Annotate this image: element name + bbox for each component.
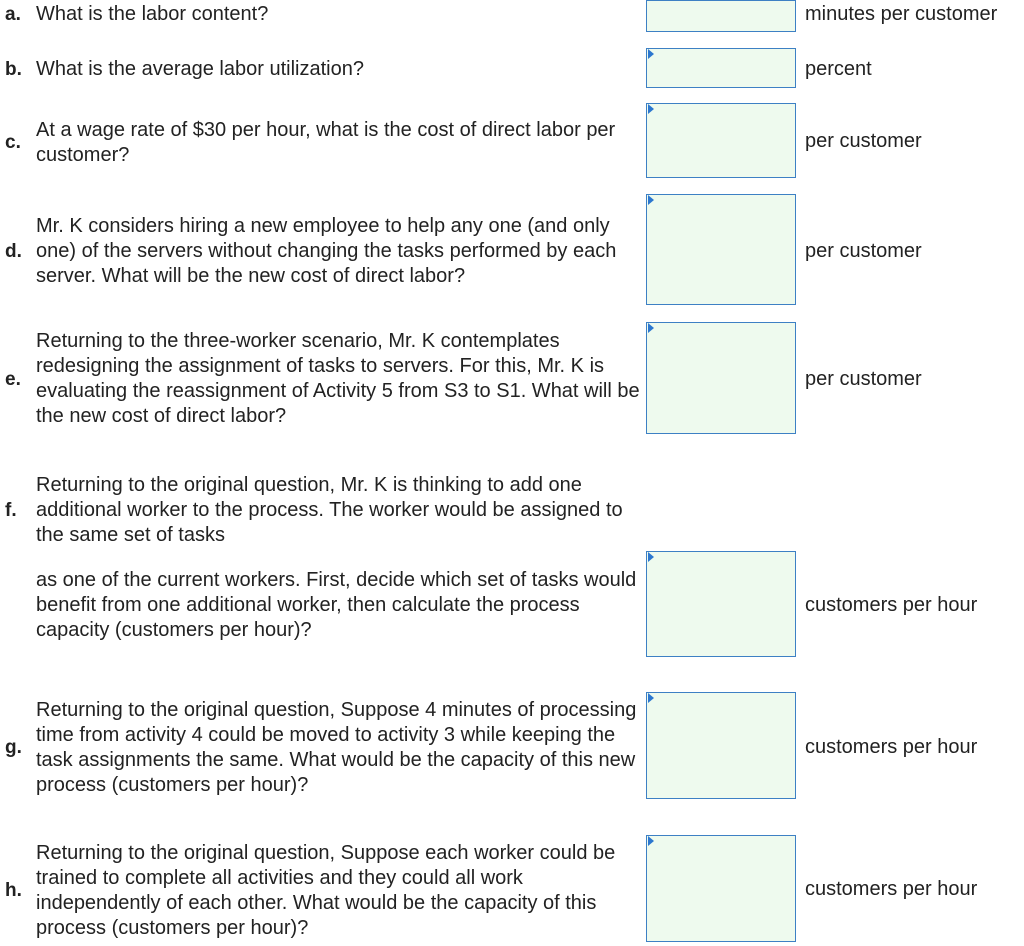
answer-input-h[interactable] — [646, 835, 796, 942]
unit-label: customers per hour — [805, 878, 978, 900]
question-text: What is the average labor utilization? — [36, 58, 364, 80]
question-text: Returning to the original question, Suppose 4 minutes of processing time from activity 4 could be moved to activity 3 while keeping the task assignments the same. What would be the capacity of this new process (customers per hour)? — [36, 699, 637, 796]
question-text: What is the labor content? — [36, 3, 269, 25]
unit-label: per customer — [805, 368, 922, 390]
answer-input-c[interactable] — [646, 103, 796, 178]
unit-label: minutes per customer — [805, 3, 998, 25]
question-letter: d. — [5, 241, 22, 262]
question-text: Returning to the original question, Suppose each worker could be trained to complete all activities and they could all work independently of each other. What would be the capacity of this process (customers per hour)? — [36, 842, 616, 939]
unit-label: percent — [805, 58, 872, 80]
unit-label: per customer — [805, 130, 922, 152]
question-letter: g. — [5, 737, 22, 758]
question-text: Returning to the three-worker scenario, Mr. K contemplates redesigning the assignment of tasks to servers. For this, Mr. K is evaluating the reassignment of Activity 5 from S3 to S1. What will be the new cost of direct labor? — [36, 330, 640, 427]
question-text: At a wage rate of $30 per hour, what is the cost of direct labor per customer? — [36, 119, 616, 166]
answer-input-d[interactable] — [646, 194, 796, 305]
question-text: Returning to the original question, Mr. K is thinking to add one additional worker to the process. The worker would be assigned to the same set of tasks — [36, 474, 623, 546]
question-letter: h. — [5, 880, 22, 901]
answer-input-g[interactable] — [646, 692, 796, 799]
answer-input-a[interactable] — [646, 0, 796, 32]
answer-input-e[interactable] — [646, 322, 796, 434]
question-letter: f. — [5, 500, 17, 521]
question-letter: e. — [5, 369, 21, 390]
question-letter: a. — [5, 4, 21, 25]
unit-label: per customer — [805, 240, 922, 262]
question-text: Mr. K considers hiring a new employee to help any one (and only one) of the servers without changing the tasks performed by each server. What will be the new cost of direct labor? — [36, 215, 617, 287]
answer-input-f[interactable] — [646, 551, 796, 657]
answer-input-b[interactable] — [646, 48, 796, 88]
question-text-continued: as one of the current workers. First, decide which set of tasks would benefit from one additional worker, then calculate the process capacity (customers per hour)? — [36, 569, 637, 641]
unit-label: customers per hour — [805, 736, 978, 758]
question-letter: b. — [5, 59, 22, 80]
unit-label: customers per hour — [805, 594, 978, 616]
question-letter: c. — [5, 132, 21, 153]
